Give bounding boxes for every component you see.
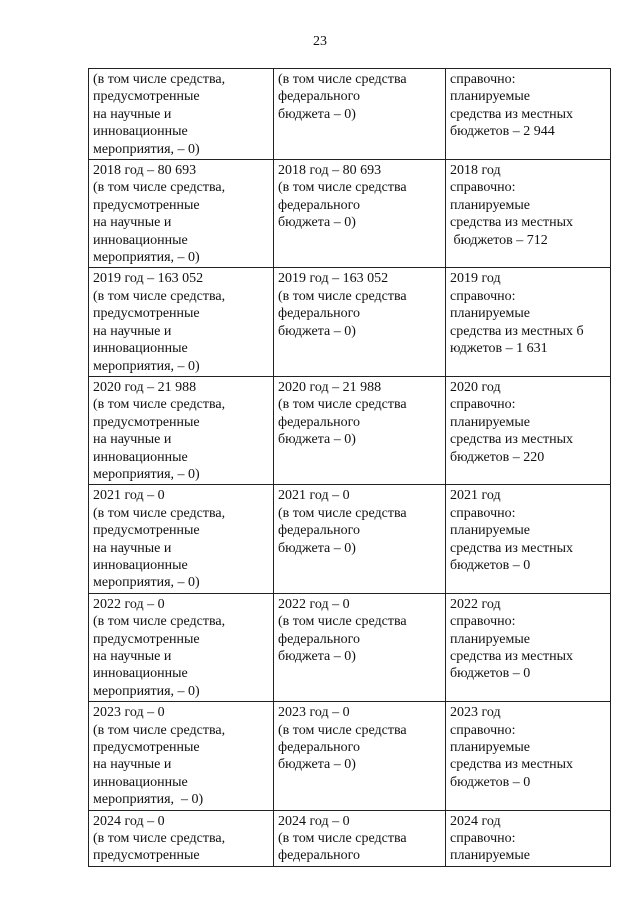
cell-text-line: 2021 год – 0: [278, 488, 350, 504]
cell-text-line: 2019 год: [450, 271, 501, 287]
cell-text-line: мероприятия, – 0): [93, 141, 200, 157]
cell-text-line: инновационные: [93, 557, 188, 573]
local-budget-cell: [446, 485, 611, 593]
cell-text-line: федерального: [278, 197, 361, 213]
cell-text-line: 2023 год – 0: [93, 705, 165, 721]
cell-text-line: инновационные: [93, 449, 188, 465]
cell-text-line: справочно:: [450, 505, 516, 521]
cell-text-line: справочно:: [450, 722, 516, 738]
cell-text-line: предусмотренные: [93, 740, 200, 756]
cell-text-line: 2022 год – 0: [278, 596, 350, 612]
cell-text-line: 2021 год: [450, 488, 501, 504]
federal-budget-cell: [274, 69, 446, 160]
cell-text-line: 2023 год – 0: [278, 705, 350, 721]
cell-text-line: предусмотренные: [93, 197, 200, 213]
funding-table: [88, 68, 611, 867]
cell-text-line: инновационные: [93, 774, 188, 790]
table-row: [89, 593, 611, 701]
total-funding-cell: [89, 160, 274, 268]
cell-text-line: бюджетов – 0: [450, 774, 531, 790]
cell-text-line: (в том числе средства: [278, 397, 407, 413]
table-row: [89, 485, 611, 593]
cell-text-line: предусмотренные: [93, 848, 200, 864]
cell-text-line: на научные и: [93, 215, 172, 231]
cell-text-line: средства из местных: [450, 432, 574, 448]
cell-text-line: справочно:: [450, 72, 516, 87]
cell-text-line: федерального: [278, 631, 361, 647]
local-budget-cell: [446, 69, 611, 160]
federal-budget-cell: [274, 810, 446, 866]
cell-text-line: федерального: [278, 523, 361, 539]
total-funding-cell: [89, 485, 274, 593]
local-budget-cell: [446, 160, 611, 268]
total-funding-cell: [89, 702, 274, 810]
cell-text-line: инновационные: [93, 232, 188, 248]
cell-text-line: (в том числе средства,: [93, 288, 226, 304]
table-row: [89, 268, 611, 376]
cell-text-line: на научные и: [93, 323, 172, 339]
cell-text-line: (в том числе средства: [278, 180, 407, 196]
cell-text-line: федерального: [278, 740, 361, 756]
cell-text-line: средства из местных: [450, 215, 574, 231]
cell-text-line: (в том числе средства,: [93, 831, 226, 847]
cell-text-line: мероприятия, – 0): [93, 792, 204, 808]
cell-text-line: предусмотренные: [93, 523, 200, 539]
table-row: [89, 376, 611, 484]
cell-text-line: бюджетов – 0: [450, 557, 531, 573]
cell-text-line: 2023 год: [450, 705, 501, 721]
cell-text-line: (в том числе средства: [278, 831, 407, 847]
cell-text-line: 2024 год – 0: [278, 813, 350, 829]
total-funding-cell: [89, 69, 274, 160]
cell-text-line: 2021 год – 0: [93, 488, 165, 504]
total-funding-cell: [89, 810, 274, 866]
cell-text-line: бюджетов – 712: [450, 232, 548, 248]
cell-text-line: 2020 год – 21 988: [278, 379, 382, 395]
cell-text-line: планируемые: [450, 848, 531, 864]
cell-text-line: бюджетов – 220: [450, 449, 545, 465]
cell-text-line: (в том числе средства,: [93, 72, 226, 87]
cell-text-line: 2019 год – 163 052: [278, 271, 389, 287]
cell-text-line: федерального: [278, 414, 361, 430]
local-budget-cell: [446, 268, 611, 376]
cell-text-line: бюджета – 0): [278, 323, 356, 339]
cell-text-line: 2018 год: [450, 163, 501, 179]
cell-text-line: (в том числе средства,: [93, 614, 226, 630]
cell-text-line: бюджета – 0): [278, 106, 356, 122]
cell-text-line: инновационные: [93, 341, 188, 357]
cell-text-line: справочно:: [450, 614, 516, 630]
cell-text-line: справочно:: [450, 397, 516, 413]
cell-text-line: мероприятия, – 0): [93, 683, 200, 699]
cell-text-line: 2020 год: [450, 379, 501, 395]
cell-text-line: бюджета – 0): [278, 215, 356, 231]
federal-budget-cell: [274, 268, 446, 376]
cell-text-line: планируемые: [450, 306, 531, 322]
table-row: [89, 160, 611, 268]
cell-text-line: инновационные: [93, 124, 188, 140]
cell-text-line: справочно:: [450, 180, 516, 196]
cell-text-line: (в том числе средства,: [93, 505, 226, 521]
cell-text-line: планируемые: [450, 89, 531, 105]
cell-text-line: юджетов – 1 631: [450, 341, 548, 357]
cell-text-line: на научные и: [93, 540, 172, 556]
cell-text-line: предусмотренные: [93, 306, 200, 322]
cell-text-line: бюджета – 0): [278, 540, 356, 556]
cell-text-line: мероприятия, – 0): [93, 575, 200, 591]
cell-text-line: (в том числе средства: [278, 505, 407, 521]
cell-text-line: бюджетов – 2 944: [450, 124, 555, 140]
total-funding-cell: [89, 268, 274, 376]
cell-text-line: (в том числе средства: [278, 288, 407, 304]
cell-text-line: федерального: [278, 306, 361, 322]
table-row: [89, 810, 611, 866]
local-budget-cell: [446, 810, 611, 866]
cell-text-line: на научные и: [93, 757, 172, 773]
cell-text-line: на научные и: [93, 432, 172, 448]
cell-text-line: средства из местных б: [450, 323, 584, 339]
cell-text-line: 2024 год: [450, 813, 501, 829]
cell-text-line: 2022 год: [450, 596, 501, 612]
cell-text-line: федерального: [278, 848, 361, 864]
table-row: [89, 69, 611, 160]
cell-text-line: (в том числе средства,: [93, 397, 226, 413]
cell-text-line: 2018 год – 80 693: [93, 163, 197, 179]
cell-text-line: средства из местных: [450, 757, 574, 773]
cell-text-line: планируемые: [450, 740, 531, 756]
cell-text-line: инновационные: [93, 666, 188, 682]
cell-text-line: (в том числе средства,: [93, 722, 226, 738]
cell-text-line: мероприятия, – 0): [93, 466, 200, 482]
cell-text-line: планируемые: [450, 523, 531, 539]
cell-text-line: (в том числе средства,: [93, 180, 226, 196]
cell-text-line: (в том числе средства: [278, 72, 407, 87]
cell-text-line: 2020 год – 21 988: [93, 379, 197, 395]
cell-text-line: мероприятия, – 0): [93, 250, 200, 266]
cell-text-line: (в том числе средства: [278, 722, 407, 738]
cell-text-line: 2022 год – 0: [93, 596, 165, 612]
federal-budget-cell: [274, 702, 446, 810]
cell-text-line: 2019 год – 163 052: [93, 271, 204, 287]
federal-budget-cell: [274, 160, 446, 268]
cell-text-line: (в том числе средства: [278, 614, 407, 630]
cell-text-line: на научные и: [93, 106, 172, 122]
cell-text-line: средства из местных: [450, 649, 574, 664]
federal-budget-cell: [274, 376, 446, 484]
cell-text-line: бюджета – 0): [278, 757, 356, 773]
cell-text-line: справочно:: [450, 831, 516, 847]
cell-text-line: планируемые: [450, 197, 531, 213]
total-funding-cell: [89, 376, 274, 484]
page-number: 23: [313, 34, 327, 49]
cell-text-line: бюджета – 0): [278, 649, 356, 664]
cell-text-line: средства из местных: [450, 540, 574, 556]
cell-text-line: бюджета – 0): [278, 432, 356, 448]
cell-text-line: 2018 год – 80 693: [278, 163, 382, 179]
cell-text-line: предусмотренные: [93, 89, 200, 105]
federal-budget-cell: [274, 485, 446, 593]
cell-text-line: предусмотренные: [93, 631, 200, 647]
cell-text-line: планируемые: [450, 414, 531, 430]
cell-text-line: планируемые: [450, 631, 531, 647]
cell-text-line: справочно:: [450, 288, 516, 304]
cell-text-line: мероприятия, – 0): [93, 358, 200, 374]
cell-text-line: бюджетов – 0: [450, 666, 531, 682]
cell-text-line: 2024 год – 0: [93, 813, 165, 829]
cell-text-line: средства из местных: [450, 106, 574, 122]
cell-text-line: предусмотренные: [93, 414, 200, 430]
local-budget-cell: [446, 702, 611, 810]
cell-text-line: федерального: [278, 89, 361, 105]
total-funding-cell: [89, 593, 274, 701]
funding-table-body: [89, 69, 611, 867]
federal-budget-cell: [274, 593, 446, 701]
cell-text-line: на научные и: [93, 649, 172, 664]
local-budget-cell: [446, 593, 611, 701]
table-row: [89, 702, 611, 810]
local-budget-cell: [446, 376, 611, 484]
